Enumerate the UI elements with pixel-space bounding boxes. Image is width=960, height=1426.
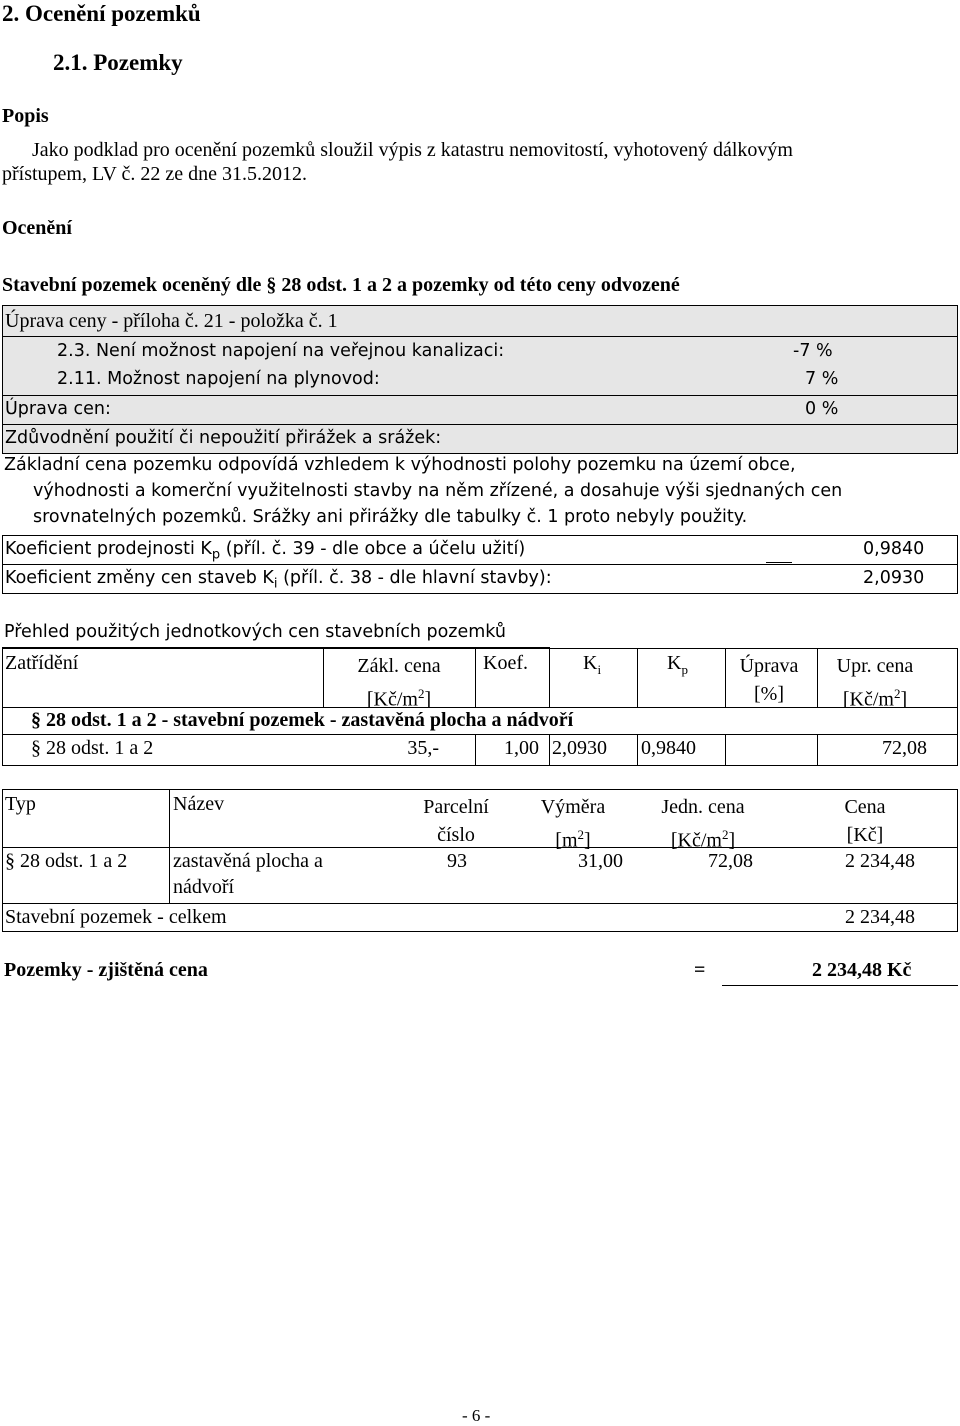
col-sep — [817, 734, 818, 765]
page-number: - 6 - — [462, 1406, 491, 1425]
col-zatrideni: Zatřídění — [5, 652, 79, 674]
uprava-total-label: Úprava cen: — [5, 399, 111, 419]
koef-prodejnosti-value: 0,9840 — [863, 539, 925, 559]
col-sep — [323, 649, 324, 707]
col-sep — [549, 649, 550, 707]
price-table — [2, 648, 958, 766]
land-col-jedn: Jedn. cena $[Kč/m^2]$ — [661, 796, 745, 852]
col-sep — [475, 734, 476, 765]
prehled-title: Přehled použitých jednotkových cen stavebních pozemků — [4, 622, 506, 642]
popis-text-line1: Jako podklad pro ocenění pozemků sloužil výpis z katastru nemovitostí, vyhotovený dálkovým — [32, 139, 793, 161]
land-col-parcelni: Parcelní číslo — [423, 796, 489, 846]
uprava-header: Úprava ceny - příloha č. 21 - položka č. 1 — [5, 310, 338, 332]
koef-prodejnosti-row — [2, 535, 958, 565]
koef-prodejnosti-label: Koeficient prodejnosti $K_p$ (příl. č. 39 - dle obce a účelu užití) — [5, 539, 526, 563]
col-upr-cena: Upr. cena $[Kč/m^2]$ — [836, 655, 914, 711]
land-table-divider — [3, 903, 957, 904]
uprava-item1-label: 2.3. Není možnost napojení na veřejnou kanalizaci: — [57, 341, 505, 361]
final-underline — [722, 985, 958, 986]
land-table — [2, 789, 958, 932]
land-col-vymera: Výměra $[m^2]$ — [540, 796, 606, 852]
price-row-upr: 72,08 — [882, 737, 927, 759]
koef-zmeny-row — [2, 564, 958, 594]
uprava-total-value: 0 % — [805, 399, 839, 419]
land-row-typ: § 28 odst. 1 a 2 — [5, 850, 128, 872]
land-row-parcelni: 93 — [447, 850, 467, 872]
land-col-nazev: Název — [173, 793, 225, 815]
price-row-kp: 0,9840 — [641, 737, 696, 759]
uprava-total-box — [2, 395, 958, 425]
col-ki: $K_i$ — [583, 652, 602, 677]
col-sep — [725, 649, 726, 707]
col-sep — [637, 734, 638, 765]
col-kp: $K_p$ — [667, 652, 688, 677]
uprava-item2-label: 2.11. Možnost napojení na plynovod: — [57, 369, 380, 389]
col-uprava: Úprava [%] — [739, 655, 799, 705]
price-table-divider — [3, 707, 957, 708]
final-label: Pozemky - zjištěná cena — [4, 959, 208, 981]
land-row-jedn: 72,08 — [708, 850, 753, 872]
koef-underline — [766, 562, 792, 563]
price-row-zatrideni: § 28 odst. 1 a 2 — [31, 737, 154, 759]
price-row-ki: 2,0930 — [552, 737, 607, 759]
col-sep — [549, 734, 550, 765]
col-sep — [475, 649, 476, 707]
zakladni-line3: srovnatelných pozemků. Srážky ani přirážky dle tabulky č. 1 proto nebyly použity. — [33, 507, 748, 527]
uprava-item1-value: -7 % — [793, 341, 833, 361]
col-sep — [169, 790, 170, 903]
zakladni-line1: Základní cena pozemku odpovídá vzhledem k výhodnosti polohy pozemku na území obce, — [4, 455, 796, 475]
col-zakl-cena: Zákl. cena $[Kč/m^2]$ — [357, 655, 441, 711]
col-koef: Koef. — [483, 652, 528, 674]
uprava-header-box — [2, 305, 958, 337]
land-row-nazev-a: zastavěná plocha a — [173, 850, 323, 872]
land-row-vymera: 31,00 — [578, 850, 623, 872]
uprava-items-box — [2, 336, 958, 396]
oceneni-heading: Ocenění — [2, 217, 72, 239]
col-sep — [725, 734, 726, 765]
final-equals: = — [694, 959, 706, 981]
stavebni-pozemek-title: Stavební pozemek oceněný dle § 28 odst. 1 a 2 a pozemky od této ceny odvozené — [2, 274, 680, 296]
land-col-cena: Cena [Kč] — [844, 796, 886, 846]
land-row-cena: 2 234,48 — [845, 850, 915, 872]
koef-zmeny-value: 2,0930 — [863, 568, 925, 588]
land-total-value: 2 234,48 — [845, 906, 915, 928]
subsection-heading: 2.1. Pozemky — [53, 50, 183, 75]
zakladni-line2: výhodnosti a komerční využitelnosti stavby na něm zřízené, a dosahuje výši sjednaných cen — [33, 481, 843, 501]
land-total-label: Stavební pozemek - celkem — [5, 906, 227, 928]
land-row-nazev-b: nádvoří — [173, 876, 235, 898]
col-sep — [637, 649, 638, 707]
koef-zmeny-label: Koeficient změny cen staveb $K_i$ (příl. č. 38 - dle hlavní stavby): — [5, 568, 552, 592]
price-row-koef: 1,00 — [504, 737, 539, 759]
price-group-label: § 28 odst. 1 a 2 - stavební pozemek - zastavěná plocha a nádvoří — [31, 709, 574, 731]
price-table-divider — [3, 734, 957, 735]
col-sep — [817, 649, 818, 707]
final-value: 2 234,48 Kč — [812, 959, 912, 981]
uprava-justification-box — [2, 424, 958, 454]
land-col-typ: Typ — [5, 793, 36, 815]
popis-text-line2: přístupem, LV č. 22 ze dne 31.5.2012. — [2, 163, 307, 185]
popis-heading: Popis — [2, 105, 49, 127]
uprava-item2-value: 7 % — [805, 369, 839, 389]
uprava-justification-label: Zdůvodnění použití či nepoužití přirážek a srážek: — [5, 428, 442, 448]
section-heading: 2. Ocenění pozemků — [2, 1, 201, 26]
price-row-zakl: 35,- — [407, 737, 439, 759]
